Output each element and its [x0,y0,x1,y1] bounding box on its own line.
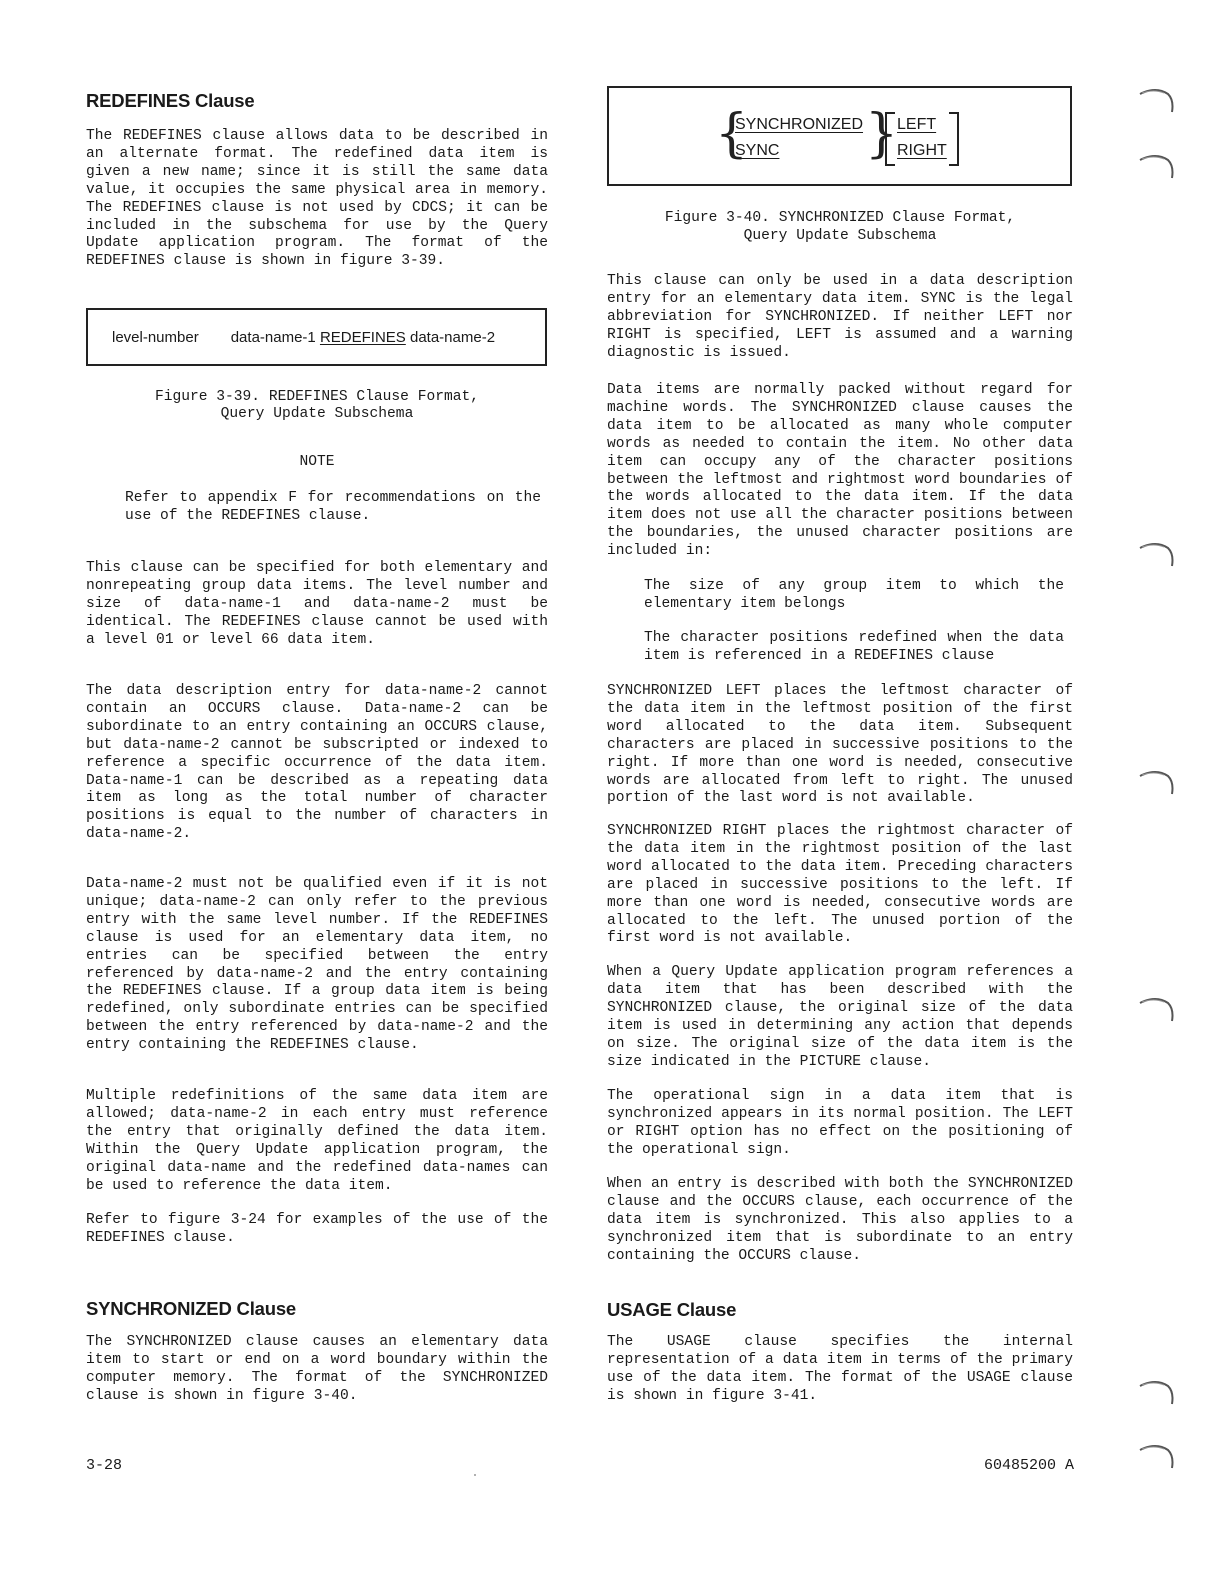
page-number: 3-28 [86,1457,123,1474]
binder-ring-mark-icon [1138,84,1178,114]
synchronized-paragraph-4: SYNCHRONIZED LEFT places the leftmost character of the data item in the leftmost position of the first word allocated to the data item. Subsequent characters are placed in successive positions to the right. If more than one word is needed, consecutive words are allocated from left to right. The unused portion of the last word is not available. [607,683,1073,807]
figure-3-39-caption-line-2: Query Update Subschema [220,406,414,422]
redefines-format-line [112,329,495,346]
right-column [607,0,1073,1440]
sync-keyword: SYNC [735,142,780,159]
right-bracket [949,112,959,166]
binder-ring-mark-icon [1138,538,1178,568]
figure-3-40-caption-line-1: Figure 3-40. SYNCHRONIZED Clause Format, [664,210,1016,226]
data-name-1-term: data-name-1 [230,329,316,346]
binder-ring-mark-icon [1138,993,1178,1023]
document-number: 60485200 A [984,1457,1075,1474]
synchronized-paragraph-7: The operational sign in a data item that is synchronized appears in its normal position. The LEFT or RIGHT option has no effect on the positioning of the operational sign. [607,1088,1073,1158]
figure-3-40-caption-line-2: Query Update Subschema [743,228,937,244]
redefines-paragraph-4: Data-name-2 must not be qualified even if it is not unique; data-name-2 can only refer to the previous entry with the same level number. If the REDEFINES clause is used for an elementary data item, no entries can be specified between the entry referenced by data-name-2 and the entry containing the REDEFINES clause. If a group data item is being redefined, only subordinate entries can be specified between the entry referenced by data-name-2 and the entry containing the REDEFINES clause. [86,876,548,1054]
redefines-keyword: REDEFINES [319,329,406,346]
level-number-term: level-number [112,329,199,346]
redefines-paragraph-5: Multiple redefinitions of the same data item are allowed; data-name-2 in each entry must reference the entry that originally defined the data item. Within the Query Update application program, the original data-name and the redefined data-names can be used to reference the data item. [86,1088,548,1194]
redefines-paragraph-2: This clause can be specified for both elementary and nonrepeating group data items. The level number and size of data-name-1 and data-name-2 must be identical. The REDEFINES clause cannot be used with a level 01 or level 66 data item. [86,560,548,648]
synchronized-format [715,104,975,168]
binder-ring-mark-icon [1138,1440,1178,1470]
note-title: NOTE [299,454,335,470]
left-brace: { [715,104,749,164]
redefines-paragraph-1: The REDEFINES clause allows data to be described in an alternate format. The redefined data item is given a new name; since it is still the same data value, it occupies the same physical area in memory. The REDEFINES clause is not used by CDCS; it can be included in the subschema for use by the Query Update application program. The format of the REDEFINES clause is shown in figure 3-39. [86,128,548,270]
synchronized-paragraph-3: Data items are normally packed without regard for machine words. The SYNCHRONIZED clause causes the data item to be allocated as many whole computer words as needed to contain the item. No other data item can occupy any of the character positions between the leftmost and rightmost word boundaries of the words allocated to the data item. If the data item does not use all the character positions between the boundaries, the unused character positions are included in: [607,382,1073,560]
usage-heading: USAGE Clause [607,1299,737,1320]
redefines-paragraph-3: The data description entry for data-name-2 cannot contain an OCCURS clause. Data-name-2 can be subordinate to an entry containing an OCCURS clause, but data-name-2 cannot be subscripted or indexed to reference a specific occurrence of the data item. Data-name-1 can be described as a repeating data item as long as the total number of character positions is equal to the number of characters in data-name-2. [86,683,548,843]
left-bracket [885,112,895,166]
usage-paragraph-1: The USAGE clause specifies the internal representation of a data item in terms of the primary use of the data item. The format of the USAGE clause is shown in figure 3-41. [607,1334,1073,1404]
synchronized-paragraph-8: When an entry is described with both the SYNCHRONIZED clause and the OCCURS clause, each occurrence of the data item is synchronized. This also applies to a synchronized item that is subordinate to an entry containing the OCCURS clause. [607,1176,1073,1264]
figure-3-40-format-box [607,86,1072,186]
redefines-heading: REDEFINES Clause [86,90,255,111]
synchronized-paragraph-6: When a Query Update application program references a data item that has been described with the SYNCHRONIZED clause, the original size of the data item is used in determining any action that depends on size. The original size of the data item is the size indicated in the PICTURE clause. [607,964,1073,1070]
synchronized-paragraph-2: This clause can only be used in a data description entry for an elementary data item. SYNC is the legal abbreviation for SYNCHRONIZED. If neither LEFT nor RIGHT is specified, LEFT is assumed and a warning diagnostic is issued. [607,273,1073,361]
data-name-2-term: data-name-2 [409,329,496,346]
redefines-paragraph-6: Refer to figure 3-24 for examples of the use of the REDEFINES clause. [86,1212,548,1246]
binder-ring-mark-icon [1138,766,1178,796]
left-option: LEFT [897,116,937,133]
right-option: RIGHT [897,142,947,159]
synchronized-heading: SYNCHRONIZED Clause [86,1298,297,1319]
figure-3-39-format-box [86,308,547,366]
scan-speck [474,1474,476,1476]
note-text: Refer to appendix F for recommendations on the use of the REDEFINES clause. [125,490,541,524]
binder-ring-mark-icon [1138,150,1178,180]
binder-ring-mark-icon [1138,1376,1178,1406]
synchronized-paragraph-1: The SYNCHRONIZED clause causes an elementary data item to start or end on a word boundary within the computer memory. The format of the SYNCHRONIZED clause is shown in figure 3-40. [86,1334,548,1404]
synchronized-list-item-2: The character positions redefined when the data item is referenced in a REDEFINES clause [644,630,1064,664]
synchronized-keyword: SYNCHRONIZED [735,116,864,133]
synchronized-list-item-1: The size of any group item to which the elementary item belongs [644,578,1064,612]
left-column [86,0,548,1440]
figure-3-39-caption-line-1: Figure 3-39. REDEFINES Clause Format, [154,389,480,405]
synchronized-paragraph-5: SYNCHRONIZED RIGHT places the rightmost character of the data item in the rightmost position of the last word allocated to the data item. Preceding characters are placed in successive positions to the left. If more than one word is needed, consecutive words are allocated to the left. The unused portion of the first word is not available. [607,823,1073,947]
right-brace: } [865,104,899,164]
